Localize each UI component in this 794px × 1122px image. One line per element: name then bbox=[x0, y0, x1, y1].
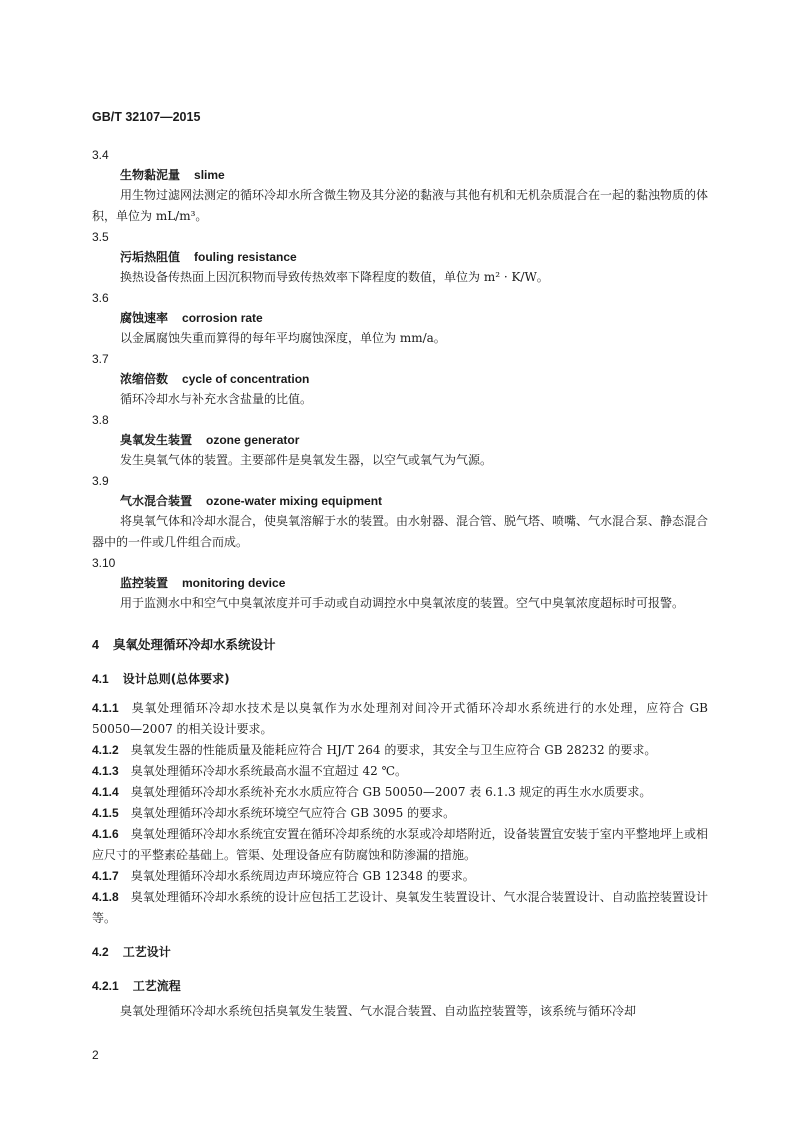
item-number: 4.1.8 bbox=[92, 890, 119, 904]
clause-number: 3.5 bbox=[92, 230, 109, 244]
term-heading bbox=[92, 430, 708, 450]
term-definition: 循环冷却水与补充水含盐量的比值。 bbox=[120, 392, 313, 406]
item-text: 臭氧处理循环冷却水系统环境空气应符合 GB 3095 的要求。 bbox=[130, 806, 456, 820]
clause-item bbox=[92, 740, 708, 761]
term-heading bbox=[92, 491, 708, 511]
item-text: 臭氧处理循环冷却水系统补充水水质应符合 GB 50050—2007 表 6.1.3 规定的再生水水质要求。 bbox=[130, 785, 652, 799]
term-heading bbox=[92, 573, 708, 593]
page-number: 2 bbox=[92, 1048, 99, 1062]
term-definition: 用生物过滤网法测定的循环冷却水所含微生物及其分泌的黏液与其他有机和无机杂质混合在一起的黏浊物质的体积，单位为 mL/m³。 bbox=[92, 188, 709, 223]
clause-number: 3.10 bbox=[92, 556, 116, 570]
term-3-8 bbox=[92, 410, 708, 471]
term-en: monitoring device bbox=[182, 576, 286, 590]
standard-code-header: GB/T 32107—2015 bbox=[92, 110, 201, 124]
item-number: 4.1.3 bbox=[92, 764, 119, 778]
section-number: 4 bbox=[92, 638, 99, 652]
clause-number: 3.8 bbox=[92, 413, 109, 427]
subsection-title: 设计总则(总体要求) bbox=[122, 672, 230, 686]
term-definition: 发生臭氧气体的装置。主要部件是臭氧发生器，以空气或氧气为气源。 bbox=[120, 453, 493, 467]
item-text: 臭氧发生器的性能质量及能耗应符合 HJ/T 264 的要求，其安全与卫生应符合 GB 28232 的要求。 bbox=[130, 743, 657, 757]
section-title: 臭氧处理循环冷却水系统设计 bbox=[112, 637, 276, 652]
subsection-number: 4.2 bbox=[92, 945, 109, 959]
clause-item bbox=[92, 866, 708, 887]
clause-number: 3.9 bbox=[92, 474, 109, 488]
term-heading bbox=[92, 308, 708, 328]
term-zh: 污垢热阻值 bbox=[120, 250, 181, 264]
clause-number: 3.4 bbox=[92, 148, 109, 162]
term-en: fouling resistance bbox=[194, 250, 297, 264]
clause-number: 3.7 bbox=[92, 352, 109, 366]
item-number: 4.1.4 bbox=[92, 785, 119, 799]
item-text: 臭氧处理循环冷却水系统最高水温不宜超过 42 ℃。 bbox=[130, 764, 408, 778]
subsubsection-number: 4.2.1 bbox=[92, 979, 119, 993]
subsubsection-heading bbox=[92, 975, 708, 997]
item-text: 臭氧处理循环冷却水系统宜安置在循环冷却系统的水泵或冷却塔附近，设备装置宜安装于室内平整地坪上或相应尺寸的平整素砼基础上。管渠、处理设备应有防腐蚀和防渗漏的措施。 bbox=[92, 827, 708, 862]
item-number: 4.1.7 bbox=[92, 869, 119, 883]
item-number: 4.1.2 bbox=[92, 743, 119, 757]
subsubsection-title: 工艺流程 bbox=[132, 979, 181, 993]
subsection-number: 4.1 bbox=[92, 672, 109, 686]
clause-item bbox=[92, 803, 708, 824]
clause-item bbox=[92, 698, 708, 740]
term-en: ozone generator bbox=[206, 433, 300, 447]
term-definition: 换热设备传热面上因沉积物而导致传热效率下降程度的数值，单位为 m² · K/W。 bbox=[120, 270, 549, 284]
term-en: corrosion rate bbox=[182, 311, 263, 325]
term-heading bbox=[92, 165, 708, 185]
term-zh: 气水混合装置 bbox=[120, 494, 193, 508]
item-number: 4.1.5 bbox=[92, 806, 119, 820]
term-3-5 bbox=[92, 227, 708, 288]
subsection-title: 工艺设计 bbox=[122, 945, 171, 959]
term-definition: 将臭氧气体和冷却水混合，使臭氧溶解于水的装置。由水射器、混合管、脱气塔、喷嘴、气水混合泵、静态混合器中的一件或几件组合而成。 bbox=[92, 514, 709, 549]
term-3-4 bbox=[92, 145, 708, 227]
term-3-7 bbox=[92, 349, 708, 410]
subsection-heading bbox=[92, 668, 708, 690]
clause-item bbox=[92, 887, 708, 929]
clause-number: 3.6 bbox=[92, 291, 109, 305]
term-heading bbox=[92, 247, 708, 267]
term-definition: 以金属腐蚀失重而算得的每年平均腐蚀深度，单位为 mm/a。 bbox=[120, 331, 446, 345]
clause-item bbox=[92, 761, 708, 782]
term-zh: 臭氧发生装置 bbox=[120, 433, 193, 447]
clause-item bbox=[92, 782, 708, 803]
term-en: slime bbox=[194, 168, 225, 182]
spacer bbox=[92, 690, 708, 698]
item-number: 4.1.6 bbox=[92, 827, 119, 841]
item-text: 臭氧处理循环冷却水系统的设计应包括工艺设计、臭氧发生装置设计、气水混合装置设计、自动监控装置设计等。 bbox=[92, 890, 708, 925]
section-heading bbox=[92, 634, 708, 656]
process-flow-paragraph: 臭氧处理循环冷却水系统包括臭氧发生装置、气水混合装置、自动监控装置等，该系统与循环冷却 bbox=[120, 1004, 637, 1018]
term-heading bbox=[92, 369, 708, 389]
page-content bbox=[92, 145, 708, 1022]
subsection-heading bbox=[92, 941, 708, 963]
term-3-10 bbox=[92, 553, 708, 614]
term-3-6 bbox=[92, 288, 708, 349]
term-en: cycle of concentration bbox=[182, 372, 310, 386]
term-zh: 浓缩倍数 bbox=[120, 372, 169, 386]
term-definition: 用于监测水中和空气中臭氧浓度并可手动或自动调控水中臭氧浓度的装置。空气中臭氧浓度超标时可报警。 bbox=[120, 596, 685, 610]
clause-item bbox=[92, 824, 708, 866]
item-text: 臭氧处理循环冷却水技术是以臭氧作为水处理剂对间冷开式循环冷却水系统进行的水处理，应符合 GB 50050—2007 的相关设计要求。 bbox=[92, 701, 708, 736]
term-en: ozone-water mixing equipment bbox=[206, 494, 383, 508]
term-3-9 bbox=[92, 471, 708, 553]
term-zh: 生物黏泥量 bbox=[120, 168, 181, 182]
item-number: 4.1.1 bbox=[92, 701, 119, 715]
term-zh: 监控装置 bbox=[120, 576, 169, 590]
item-text: 臭氧处理循环冷却水系统周边声环境应符合 GB 12348 的要求。 bbox=[130, 869, 475, 883]
term-zh: 腐蚀速率 bbox=[120, 311, 169, 325]
